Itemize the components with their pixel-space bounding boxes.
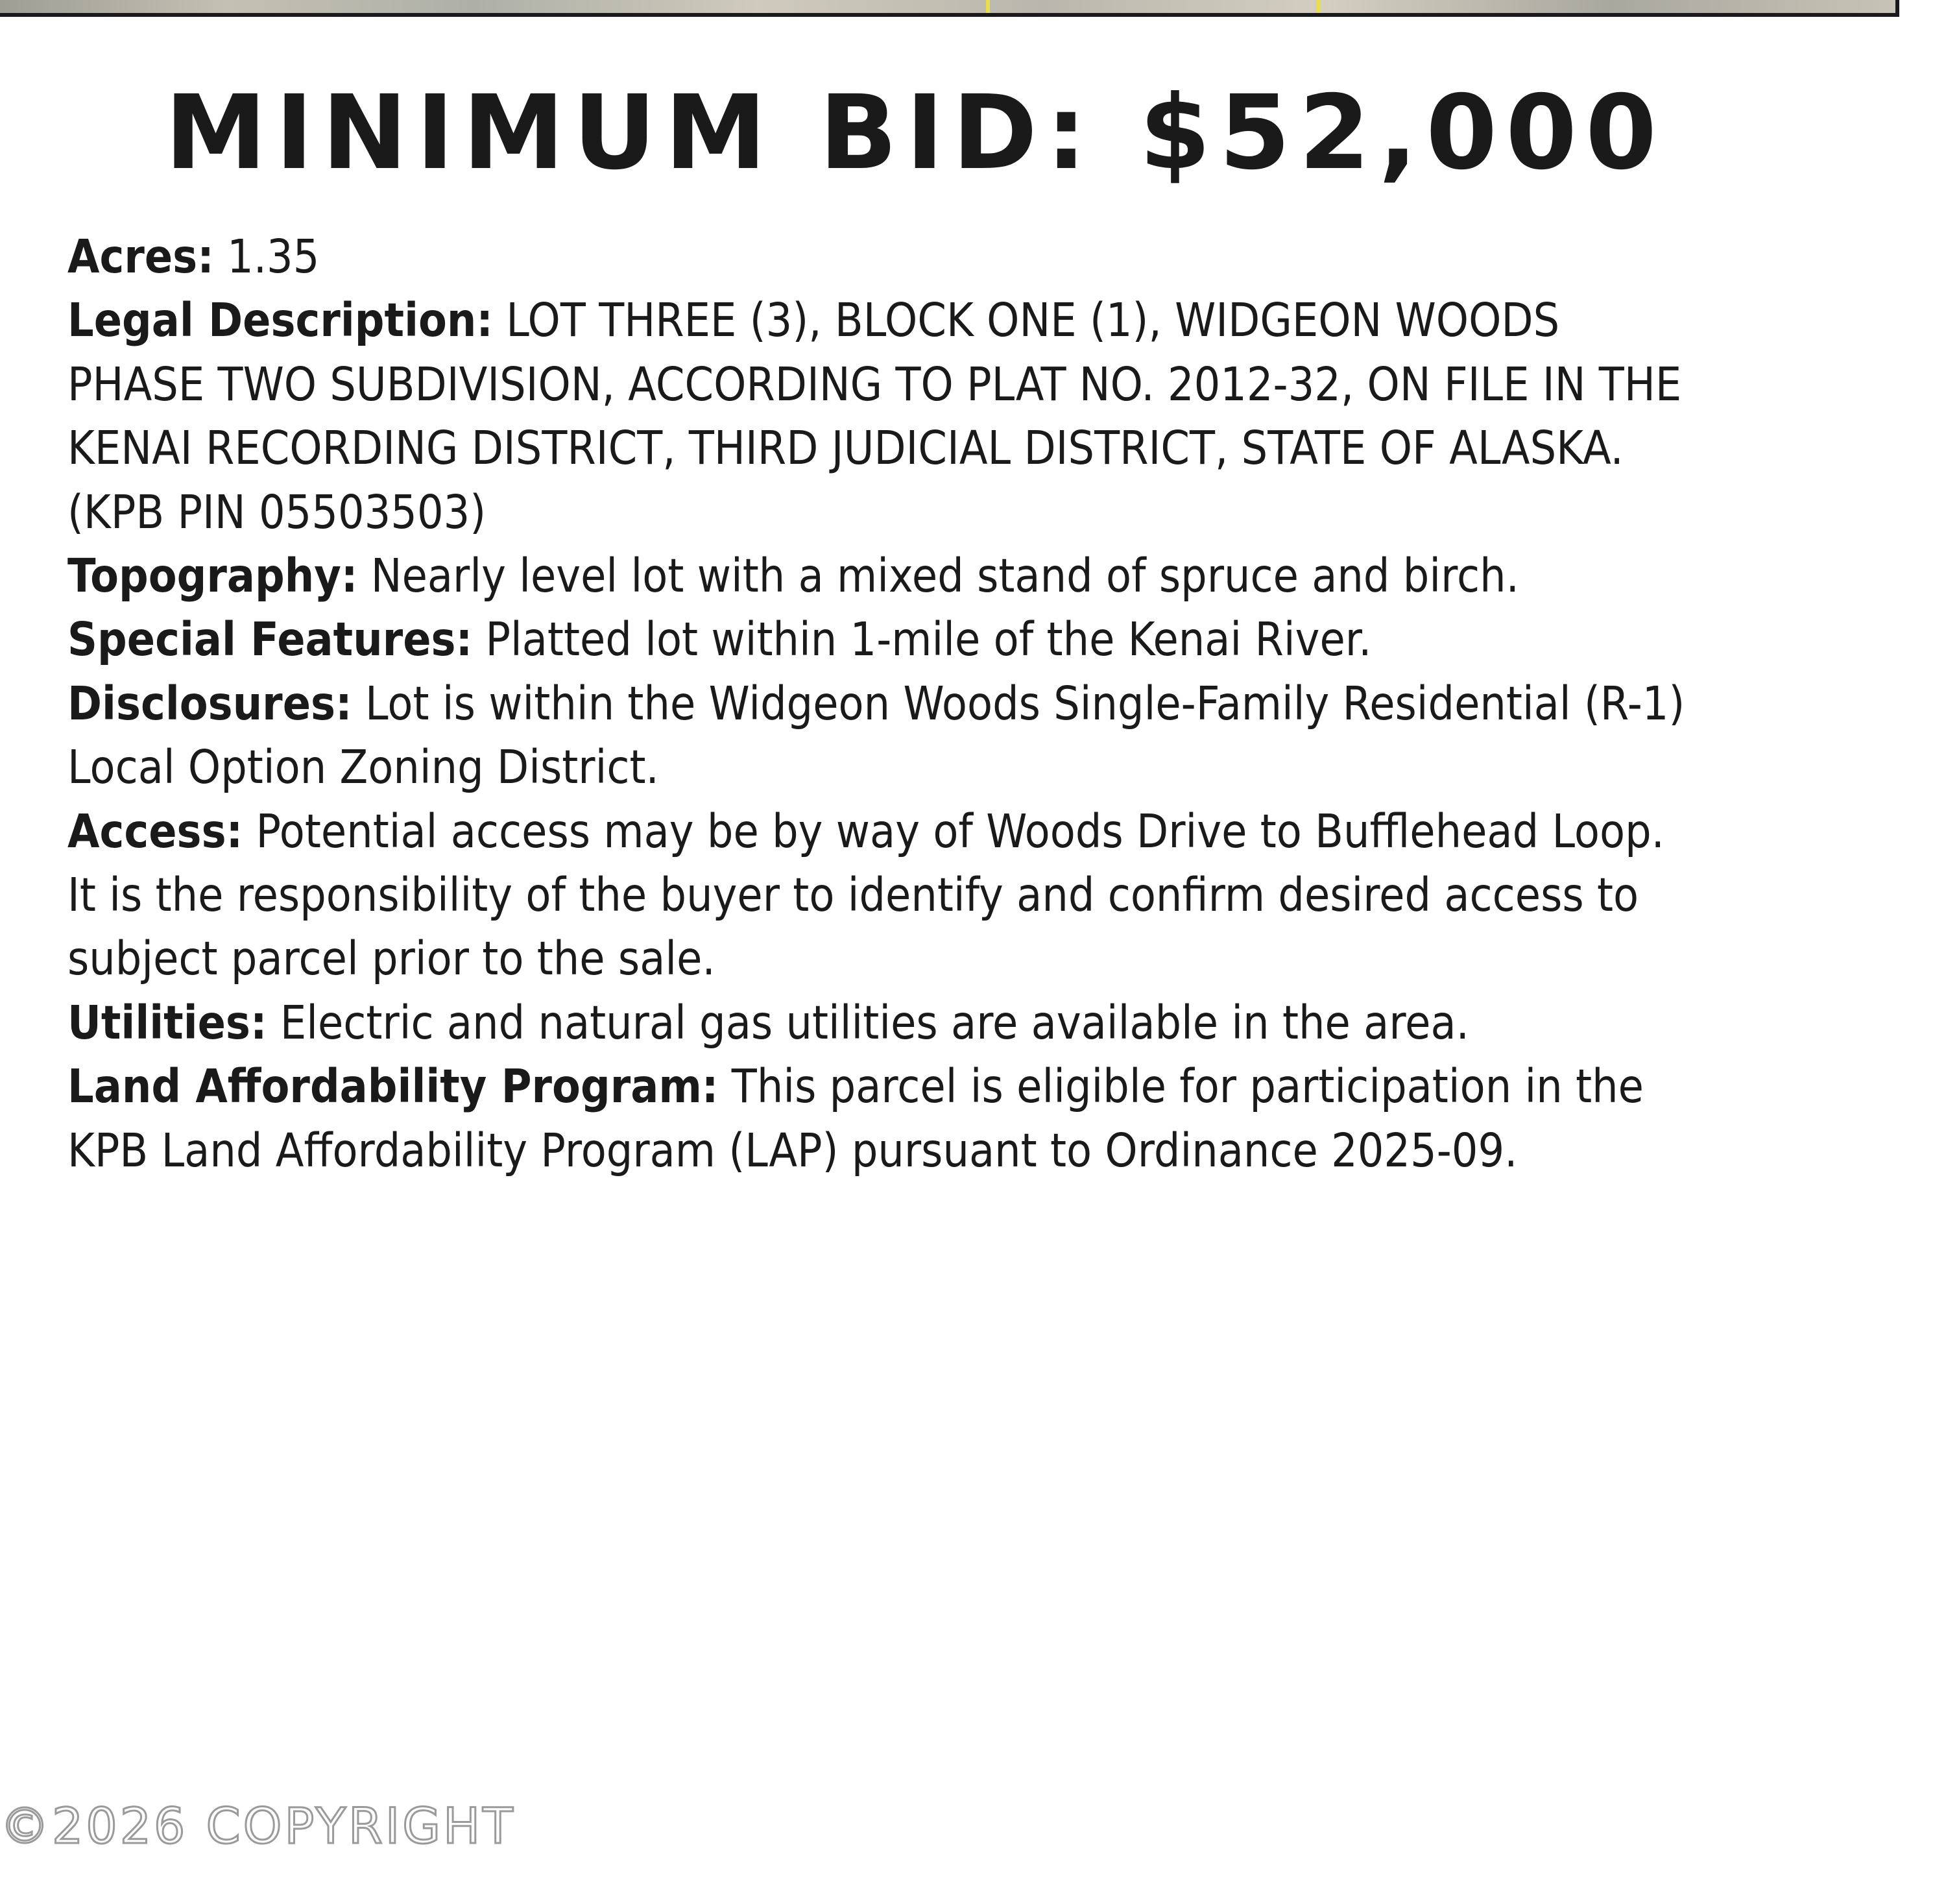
detail-value: Nearly level lot with a mixed stand of spruce and birch. [370, 549, 1519, 603]
parcel-boundary-line [986, 0, 990, 13]
detail-value: Lot is within the Widgeon Woods Single-Family Residential (R-1) Local Option Zoning District. [67, 676, 1685, 795]
detail-value: Platted lot within 1-mile of the Kenai River. [485, 612, 1372, 667]
detail-legal-description [67, 289, 1702, 544]
detail-value: Electric and natural gas utilities are available in the area. [280, 995, 1469, 1050]
detail-label: Special Features: [67, 612, 473, 667]
detail-utilities [67, 991, 1702, 1055]
copyright-watermark: ©2026 COPYRIGHT [0, 1797, 516, 1855]
detail-acres [67, 225, 1702, 289]
detail-label: Access: [67, 804, 243, 858]
detail-value: LOT THREE (3), BLOCK ONE (1), WIDGEON WOODS PHASE TWO SUBDIVISION, ACCORDING TO PLAT NO. 2012-32, ON FILE IN THE KENAI RECORDING DISTRICT, THIRD JUDICIAL DISTRICT, STATE OF ALASKA. (KPB PIN 05503503) [67, 293, 1682, 539]
detail-value: 1.35 [227, 230, 320, 283]
detail-value: Potential access may be by way of Woods Drive to Bufflehead Loop. It is the responsibility of the buyer to identify and confirm desired access to subject parcel prior to the sale. [67, 804, 1664, 986]
detail-label: Topography: [67, 549, 358, 603]
aerial-map-image-edge [0, 0, 1899, 17]
detail-label: Utilities: [67, 995, 267, 1050]
minimum-bid-amount: $52,000 [1139, 73, 1666, 193]
detail-label: Land Affordability Program: [67, 1059, 719, 1114]
detail-label: Acres: [67, 230, 214, 283]
detail-topography [67, 544, 1702, 608]
detail-value: This parcel is eligible for participation in the KPB Land Affordability Program (LAP) pursuant to Ordinance 2025-09. [67, 1059, 1644, 1177]
parcel-boundary-line [1317, 0, 1321, 13]
detail-land-affordability-program [67, 1055, 1702, 1183]
minimum-bid-heading [165, 71, 1665, 195]
parcel-details-list [67, 225, 1702, 1183]
detail-access [67, 800, 1702, 991]
minimum-bid-label: MINIMUM BID: [165, 73, 1096, 193]
detail-special-features [67, 608, 1702, 671]
detail-label: Disclosures: [67, 676, 352, 730]
detail-label: Legal Description: [67, 293, 493, 348]
detail-disclosures [67, 672, 1702, 800]
